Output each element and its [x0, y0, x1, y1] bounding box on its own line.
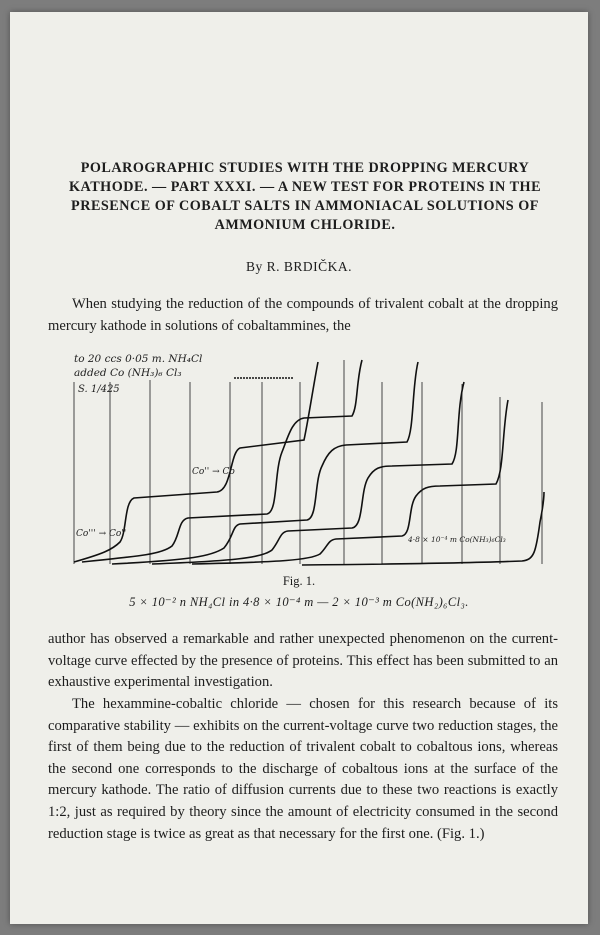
- curve-3: [112, 362, 418, 564]
- paragraph-3: The hexammine-cobaltic chloride — chosen for this research because of its comparative stability — exhibits on the current-voltage curve two reduction stages, the first of them being due to the reduction of trivalent cobalt to cobaltous ions, whereas the second one corresponds to the discharge of cobaltous ions at the surface of the mercury kathode. The ratio of diffusion currents due to these two reactions is exactly 1:2, just as required by theory since the amount of electricity consumed in the second reduction stage is twice as great as that necessary for the first one. (Fig. 1.): [48, 696, 558, 842]
- annotation-stage-1: Co''' → Co'': [76, 529, 127, 539]
- annotation-line-1: to 20 ccs 0·05 m. NH₄Cl: [74, 353, 203, 365]
- annotation-stage-2: Co'' → Co: [192, 467, 235, 477]
- author-byline: By R. BRDIČKA.: [245, 259, 352, 274]
- journal-page: [10, 12, 588, 924]
- paper-title: POLAROGRAPHIC STUDIES WITH THE DROPPING MERCURY KATHODE. — PART XXXI. — A NEW TEST FOR PROTEINS IN THE PRESENCE OF COBALT SALTS IN AMMONIACAL SOLUTIONS OF AMMONIUM CHLORIDE.: [68, 160, 542, 233]
- figure-caption: 5 × 10⁻² n NH₄Cl in 4·8 × 10⁻⁴ m — 2 × 10⁻³ m Co(NH₂)₆Cl₃.: [129, 595, 469, 609]
- figure-grid: [74, 360, 542, 564]
- annotation-line-2: added Co (NH₃)₆ Cl₃: [74, 367, 182, 379]
- figure-label: Fig. 1.: [282, 574, 316, 588]
- annotation-sensitivity: S. 1/425: [78, 384, 120, 395]
- annotation-concentration: 4·8 × 10⁻⁴ m Co(NH₃)₆Cl₃: [408, 535, 506, 544]
- figure-annotations: [74, 353, 506, 544]
- paragraph-2: author has observed a remarkable and rather unexpected phenomenon on the current-voltage curve effected by the presence of proteins. This effect has been submitted to an exhaustive experimental investigation.: [48, 631, 558, 691]
- polarogram-figure: [52, 342, 572, 578]
- paragraph-1: When studying the reduction of the compounds of trivalent cobalt at the dropping mercury kathode in solutions of cobaltammines, the: [48, 296, 558, 334]
